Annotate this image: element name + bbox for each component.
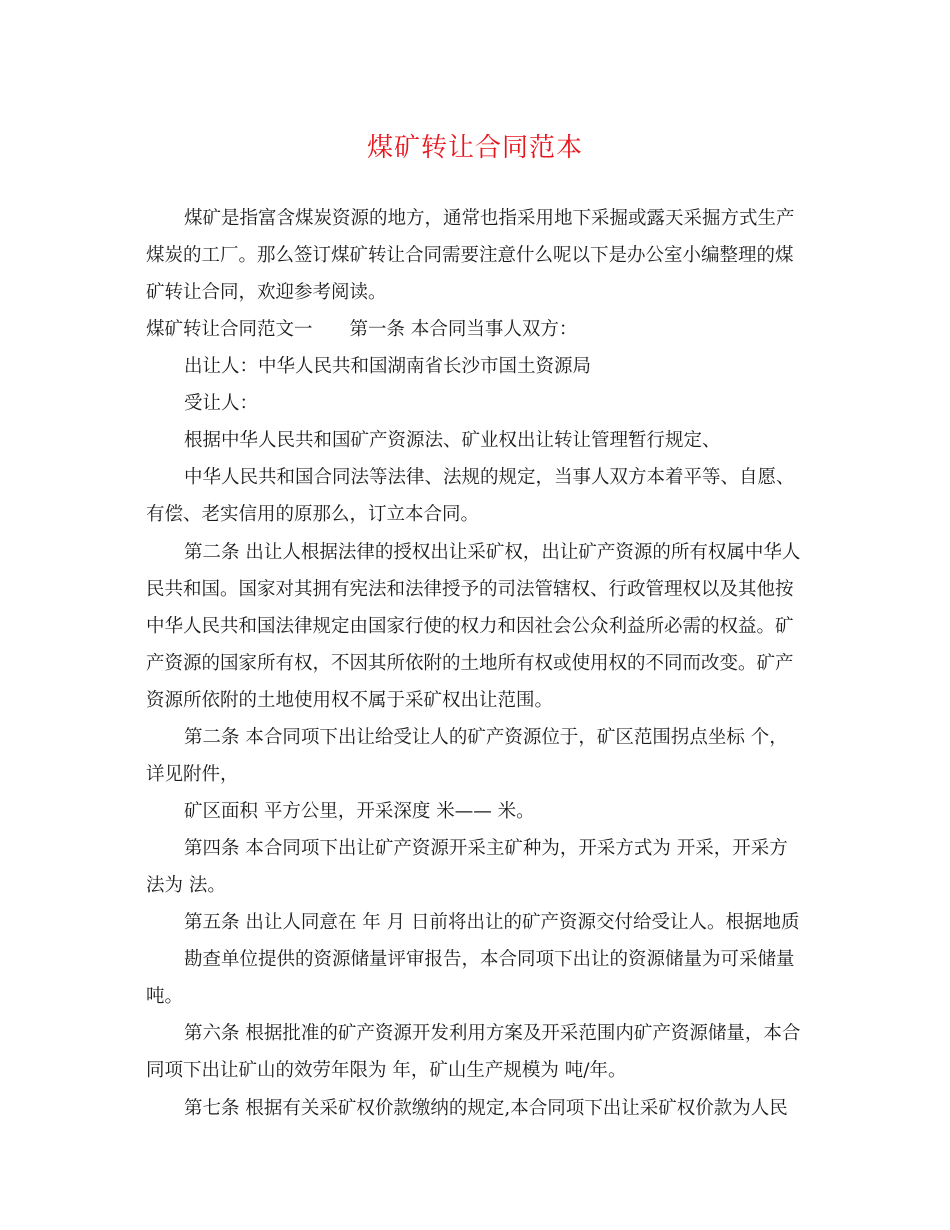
paragraph-line: 根据中华人民共和国矿产资源法、矿业权出让转让管理暂行规定、 bbox=[184, 430, 721, 451]
paragraph-line: 矿转让合同，欢迎参考阅读。 bbox=[146, 282, 387, 303]
paragraph-line: 煤炭的工厂。那么签订煤矿转让合同需要注意什么呢以下是办公室小编整理的煤 bbox=[146, 245, 794, 266]
paragraph-line: 中华人民共和国法律规定由国家行使的权力和因社会公众利益所必需的权益。矿 bbox=[146, 616, 794, 637]
paragraph-line: 详见附件， bbox=[146, 764, 239, 785]
paragraph-line: 受让人： bbox=[184, 393, 259, 414]
paragraph-line: 民共和国。国家对其拥有宪法和法律授予的司法管辖权、行政管理权以及其他按 bbox=[146, 579, 794, 600]
paragraph-line: 第五条 出让人同意在 年 月 日前将出让的矿产资源交付给受让人。根据地质 bbox=[184, 912, 800, 933]
paragraph-line: 第四条 本合同项下出让矿产资源开采主矿种为，开采方式为 开采，开采方 bbox=[184, 838, 788, 859]
paragraph-line: 矿区面积 平方公里，开采深度 米—— 米。 bbox=[184, 801, 535, 822]
paragraph-line: 产资源的国家所有权，不因其所依附的土地所有权或使用权的不同而改变。矿产 bbox=[146, 653, 794, 674]
paragraph-line: 同项下出让矿山的效劳年限为 年，矿山生产规模为 吨/年。 bbox=[146, 1060, 627, 1081]
paragraph-line: 中华人民共和国合同法等法律、法规的规定，当事人双方本着平等、自愿、 bbox=[184, 467, 795, 488]
document-title: 煤矿转让合同范本 bbox=[366, 133, 583, 163]
paragraph-line: 煤矿是指富含煤炭资源的地方，通常也指采用地下采掘或露天采掘方式生产 bbox=[184, 208, 795, 229]
paragraph-line: 第七条 根据有关采矿权价款缴纳的规定,本合同项下出让采矿权价款为人民 bbox=[184, 1098, 788, 1119]
paragraph-line: 第二条 本合同项下出让给受让人的矿产资源位于，矿区范围拐点坐标 个， bbox=[184, 727, 788, 748]
paragraph-line: 出让人：中华人民共和国湖南省长沙市国土资源局 bbox=[184, 356, 592, 377]
paragraph-line: 勘查单位提供的资源储量评审报告，本合同项下出让的资源储量为可采储量 bbox=[184, 949, 795, 970]
paragraph-line: 吨。 bbox=[146, 986, 184, 1007]
paragraph-line: 法为 法。 bbox=[146, 875, 226, 896]
paragraph-line: 第二条 出让人根据法律的授权出让采矿权，出让矿产资源的所有权属中华人 bbox=[184, 542, 801, 563]
paragraph-line: 煤矿转让合同范文一 第一条 本合同当事人双方： bbox=[146, 319, 578, 340]
paragraph-line: 有偿、老实信用的原那么，订立本合同。 bbox=[146, 504, 480, 525]
paragraph-line: 第六条 根据批准的矿产资源开发利用方案及开采范围内矿产资源储量，本合 bbox=[184, 1023, 801, 1044]
paragraph-line: 资源所依附的土地使用权不属于采矿权出让范围。 bbox=[146, 690, 554, 711]
